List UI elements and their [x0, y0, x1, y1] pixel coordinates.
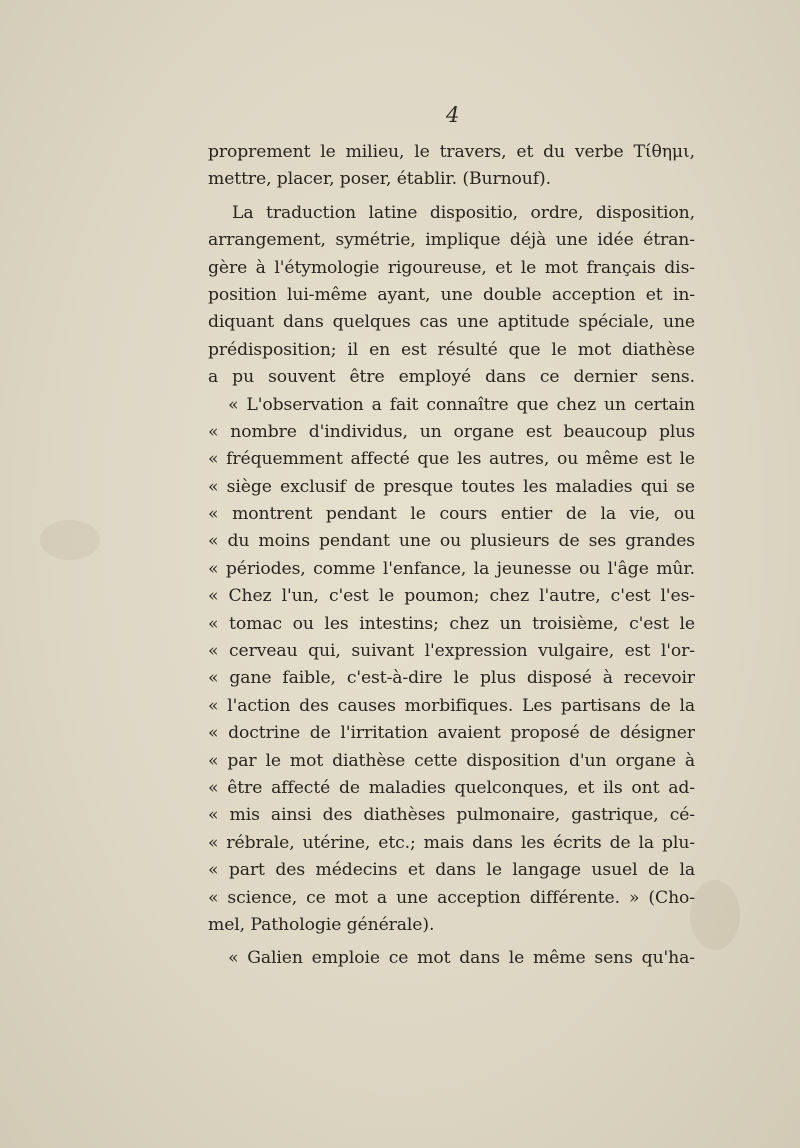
text-line: « montrent pendant le cours entier de la vie, ou [208, 504, 695, 525]
text-line: « fréquemment affecté que les autres, ou même est le [208, 449, 695, 470]
paper-stain [40, 520, 100, 560]
text-line: « être affecté de maladies quelconques, et ils ont ad- [208, 777, 695, 798]
text-line: « science, ce mot a une acception différente. » (Cho- [208, 887, 695, 908]
text-line: « cerveau qui, suivant l'expression vulgaire, est l'or- [208, 641, 695, 662]
text-line: « siège exclusif de presque toutes les maladies qui se [208, 476, 695, 497]
text-line: La traduction latine dispositio, ordre, disposition, [232, 202, 695, 223]
paper-stain [690, 880, 740, 950]
text-line: mettre, placer, poser, établir. (Burnouf). [208, 169, 552, 190]
text-line: « Galien emploie ce mot dans le même sens qu'ha- [228, 948, 695, 969]
text-line: « Chez l'un, c'est le poumon; chez l'autre, c'est l'es- [208, 586, 695, 607]
text-line: « périodes, comme l'enfance, la jeunesse ou l'âge mûr. [208, 558, 695, 579]
text-line: mel, Pathologie générale). [208, 914, 435, 935]
text-line: « mis ainsi des diathèses pulmonaire, gastrique, cé- [208, 805, 695, 826]
text-line: « par le mot diathèse cette disposition d'un organe à [208, 750, 695, 771]
paragraph [208, 945, 695, 972]
quotation [208, 392, 695, 940]
text-line: arrangement, symétrie, implique déjà une idée étran- [208, 230, 695, 251]
text-line: « nombre d'individus, un organe est beaucoup plus [208, 421, 695, 442]
text-line: « rébrale, utérine, etc.; mais dans les écrits de la plu- [208, 832, 695, 853]
text-line: « doctrine de l'irritation avaient proposé de désigner [208, 723, 695, 744]
text-line: « L'observation a fait connaître que chez un certain [228, 394, 695, 415]
paragraph [208, 139, 695, 194]
paragraph [208, 200, 695, 392]
text-line: « l'action des causes morbifiques. Les partisans de la [208, 695, 695, 716]
text-line: diquant dans quelques cas une aptitude spéciale, une [208, 312, 695, 333]
page-number: 4 [446, 103, 460, 127]
text-line: a pu souvent être employé dans ce dernier sens. [208, 367, 695, 388]
text-line: « gane faible, c'est-à-dire le plus disposé à recevoir [208, 668, 695, 689]
text-line: « du moins pendant une ou plusieurs de ses grandes [208, 531, 695, 552]
text-line: prédisposition; il en est résulté que le mot diathèse [208, 339, 695, 360]
text-line: proprement le milieu, le travers, et du verbe Τίθημι, [208, 142, 695, 162]
text-line: gère à l'étymologie rigoureuse, et le mot français dis- [208, 257, 695, 278]
text-line: position lui-même ayant, une double acception et in- [208, 284, 695, 305]
body-text [208, 139, 695, 973]
text-line: « tomac ou les intestins; chez un troisième, c'est le [208, 613, 695, 634]
text-line: « part des médecins et dans le langage usuel de la [208, 860, 695, 881]
